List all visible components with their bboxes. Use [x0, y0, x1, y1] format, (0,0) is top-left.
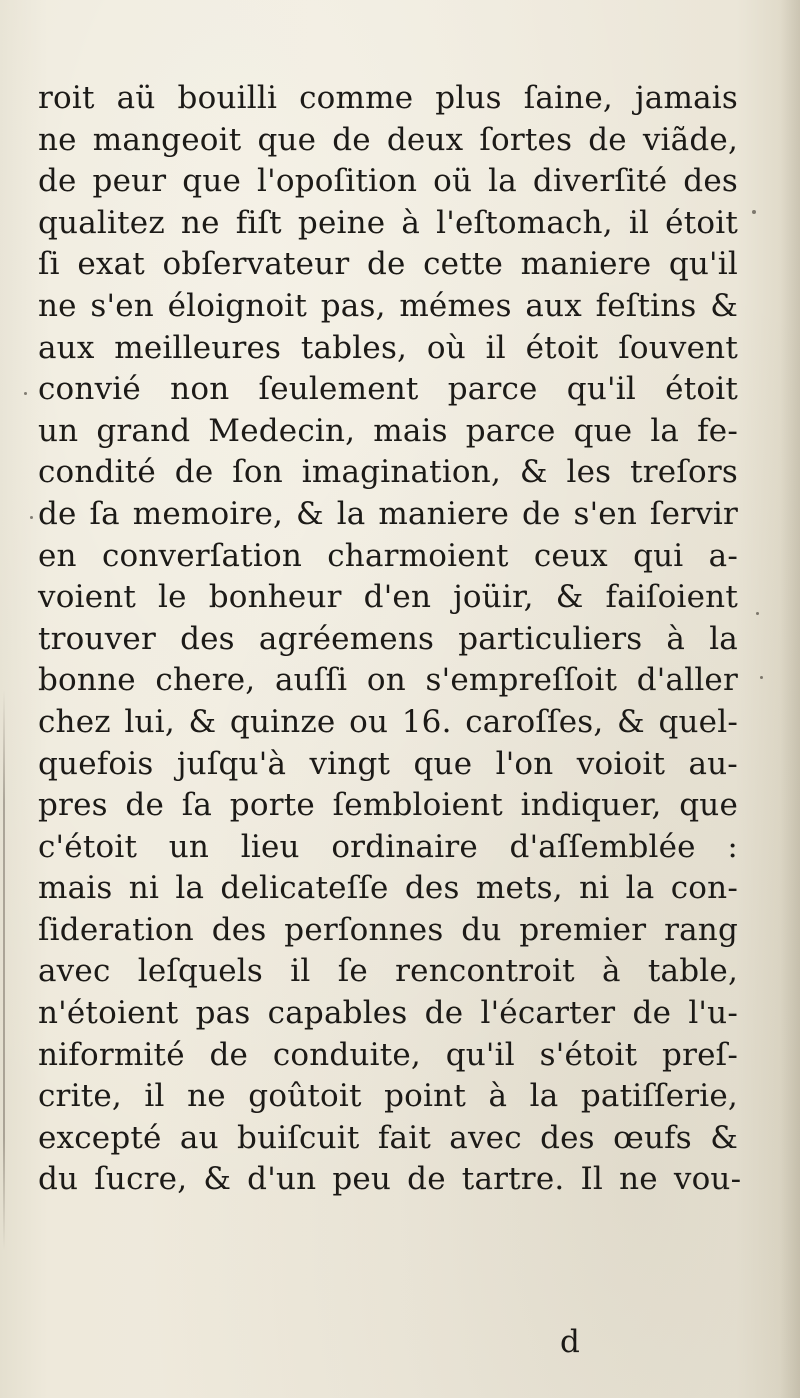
text-line: n'étoient pas capables de l'écarter de l'u-: [38, 995, 738, 1032]
text-line: voient le bonheur d'en joüir, & faiſoient: [38, 579, 738, 616]
gutter-mark: [3, 690, 5, 1250]
text-line: crite, il ne goûtoit point à la patiſſerie,: [38, 1078, 738, 1115]
text-line: ſideration des perſonnes du premier rang: [38, 911, 738, 948]
text-line: chez lui, & quinze ou 16. caroſſes, & quel-: [38, 703, 738, 740]
text-line: trouver des agréemens particuliers à la: [38, 620, 738, 657]
ink-speck: [756, 612, 759, 615]
text-line: quefois juſqu'à vingt que l'on voioit au-: [38, 745, 738, 782]
signature-mark: d: [560, 1324, 580, 1360]
text-line: roit aü bouilli comme plus ſaine, jamais: [38, 80, 738, 116]
ink-speck: [30, 516, 33, 519]
text-line: ne mangeoit que de deux ſortes de viãde,: [38, 121, 738, 158]
text-line: c'étoit un lieu ordinaire d'aſſemblée :: [38, 828, 738, 865]
body-text: [38, 78, 742, 1201]
text-line: un grand Medecin, mais parce que la fe-: [38, 412, 738, 449]
text-line: bonne chere, auſſi on s'empreſſoit d'aller: [38, 662, 738, 699]
ink-speck: [760, 676, 763, 679]
text-line: convié non ſeulement parce qu'il étoit: [38, 371, 738, 408]
text-line: de ſa memoire, & la maniere de s'en ſervir: [38, 495, 738, 532]
text-line: condité de ſon imagination, & les treſors: [38, 454, 738, 491]
text-line-last: du ſucre, & d'un peu de tartre. Il ne vou-: [38, 1161, 742, 1198]
ink-speck: [752, 210, 756, 214]
text-line: aux meilleures tables, où il étoit ſouvent: [38, 329, 738, 366]
text-line: pres de ſa porte ſembloient indiquer, que: [38, 787, 738, 824]
text-line: en converſation charmoient ceux qui a-: [38, 537, 738, 574]
ink-speck: [24, 392, 27, 395]
text-line: niformité de conduite, qu'il s'étoit preſ-: [38, 1036, 738, 1073]
text-line: mais ni la delicateſſe des mets, ni la con-: [38, 870, 738, 907]
text-line: avec leſquels il ſe rencontroit à table,: [38, 953, 738, 990]
text-line: qualitez ne fiſt peine à l'eſtomach, il étoit: [38, 204, 738, 241]
text-line: excepté au buiſcuit fait avec des œufs &: [38, 1119, 738, 1156]
page-edge-shadow: [780, 0, 800, 1398]
text-line: ſi exat obſervateur de cette maniere qu'il: [38, 246, 738, 283]
text-line: ne s'en éloignoit pas, mémes aux feſtins &: [38, 287, 738, 324]
text-line: de peur que l'opoſition oü la diverſité des: [38, 163, 738, 200]
